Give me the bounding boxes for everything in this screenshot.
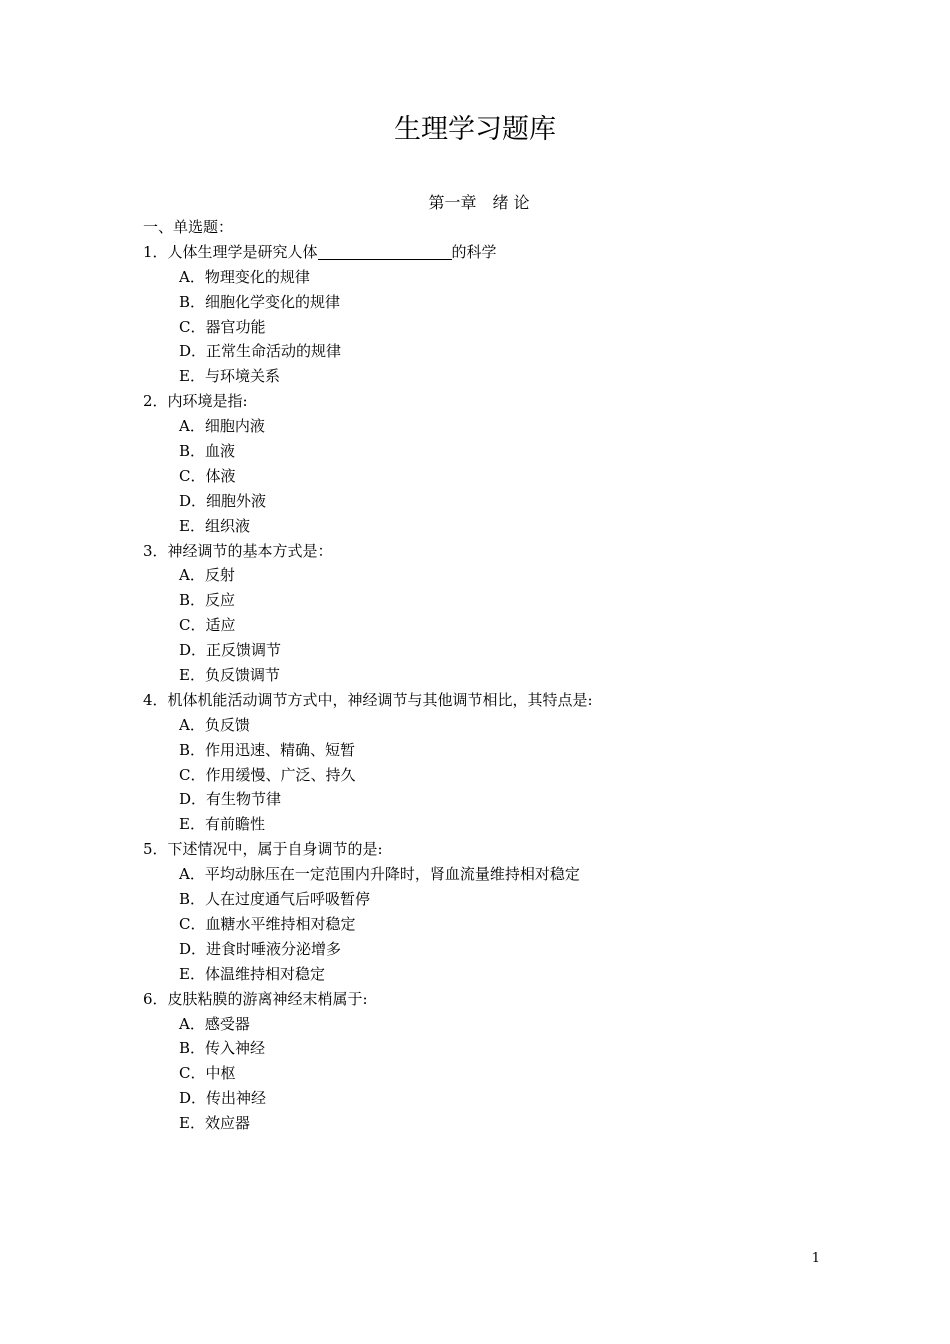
question-stem — [143, 240, 843, 265]
option-c: C．器官功能 — [179, 317, 266, 336]
option-e: E．组织液 — [179, 516, 250, 535]
option-c: C．作用缓慢、广泛、持久 — [179, 765, 356, 784]
option-a: A．反射 — [179, 566, 235, 585]
question-stem: 3．神经调节的基本方式是： — [143, 541, 333, 560]
option-e: E．体温维持相对稳定 — [179, 964, 325, 983]
option-c: C．适应 — [179, 616, 236, 635]
page-number: 1 — [811, 1251, 820, 1266]
option-d: D．有生物节律 — [179, 790, 282, 809]
option-e: E．与环境关系 — [179, 367, 280, 386]
question-stem-before-blank: 1．人体生理学是研究人体 — [143, 242, 318, 261]
chapter-heading: 第一章 绪 论 — [428, 193, 530, 212]
document-title: 生理学习题库 — [394, 114, 556, 145]
question-4 — [143, 688, 843, 837]
question-stem: 6．皮肤粘膜的游离神经末梢属于: — [143, 989, 368, 1008]
option-a: A．平均动脉压在一定范围内升降时，肾血流量维持相对稳定 — [179, 865, 580, 884]
question-3 — [143, 539, 843, 688]
question-5 — [143, 837, 843, 986]
option-e: E．有前瞻性 — [179, 815, 265, 834]
option-c: C．中枢 — [179, 1064, 236, 1083]
question-stem: 2．内环境是指: — [143, 392, 248, 411]
option-a: A．负反馈 — [179, 715, 250, 734]
question-6 — [143, 987, 843, 1136]
option-a: A．物理变化的规律 — [179, 267, 310, 286]
option-c: C．血糖水平维持相对稳定 — [179, 914, 356, 933]
option-d: D．进食时唾液分泌增多 — [179, 939, 342, 958]
option-b: B．传入神经 — [179, 1039, 266, 1058]
option-b: B．血液 — [179, 442, 236, 461]
option-b: B．作用迅速、精确、短暂 — [179, 740, 356, 759]
option-e: E．负反馈调节 — [179, 666, 280, 685]
question-2 — [143, 389, 843, 538]
option-d: D．正常生命活动的规律 — [179, 342, 342, 361]
question-stem-after-blank: 的科学 — [451, 242, 497, 261]
option-b: B．细胞化学变化的规律 — [179, 292, 341, 311]
option-e: E．效应器 — [179, 1114, 250, 1133]
question-list — [143, 215, 843, 1136]
option-a: A．感受器 — [179, 1014, 250, 1033]
fill-in-blank — [318, 244, 452, 260]
question-stem: 5．下述情况中，属于自身调节的是: — [143, 840, 383, 859]
question-1 — [143, 240, 843, 389]
option-b: B．反应 — [179, 591, 236, 610]
option-d: D．细胞外液 — [179, 491, 267, 510]
question-stem: 4．机体机能活动调节方式中，神经调节与其他调节相比，其特点是: — [143, 690, 593, 709]
option-a: A．细胞内液 — [179, 417, 265, 436]
option-d: D．传出神经 — [179, 1089, 267, 1108]
option-b: B．人在过度通气后呼吸暂停 — [179, 890, 371, 909]
option-d: D．正反馈调节 — [179, 641, 282, 660]
option-c: C．体液 — [179, 466, 236, 485]
section-heading: 一、单选题： — [143, 218, 234, 236]
